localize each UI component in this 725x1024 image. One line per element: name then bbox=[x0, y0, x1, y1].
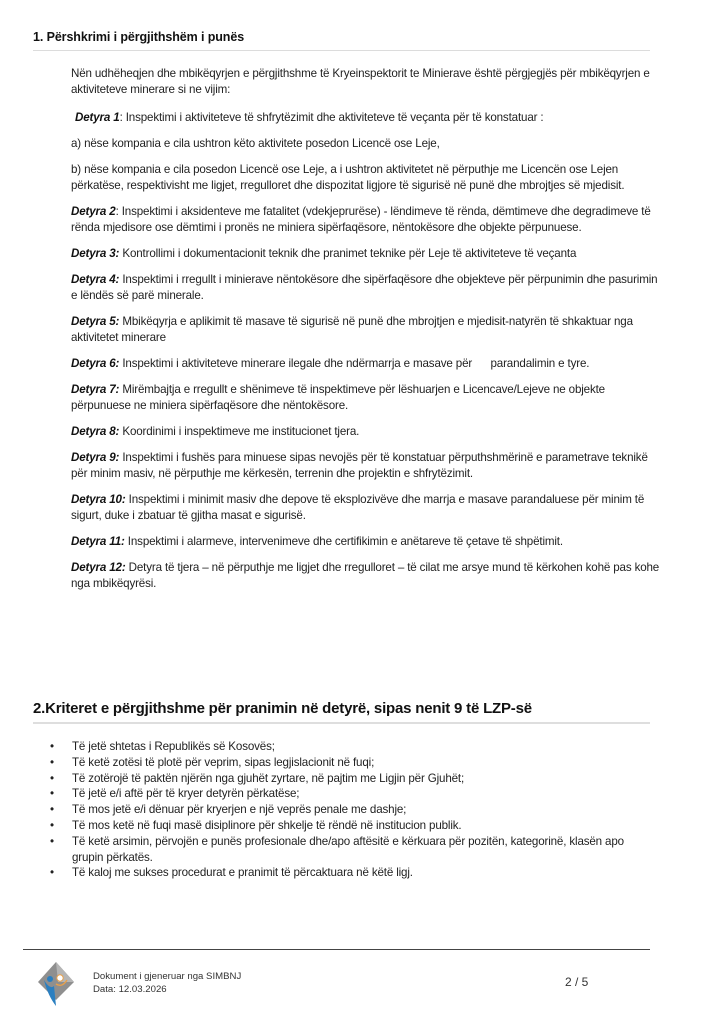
task-label: Detyra 3: bbox=[71, 247, 120, 260]
logo-white-head bbox=[57, 975, 63, 981]
bullet-icon: • bbox=[50, 803, 54, 817]
footer-date: Data: 12.03.2026 bbox=[93, 984, 167, 995]
bullet-icon: • bbox=[50, 818, 54, 832]
task-label: Detyra 1 bbox=[75, 111, 120, 124]
page-number: 2 / 5 bbox=[565, 975, 589, 989]
criteria-text: Të kaloj me sukses procedurat e pranimit të përcaktuara në këtë ligj. bbox=[72, 866, 413, 880]
task-6 bbox=[71, 356, 661, 372]
task-text: Kontrollimi i dokumentacionit teknik dhe pranimet teknike për Leje të aktiviteteve të veçanta bbox=[122, 247, 577, 260]
task-text: Mirëmbajtja e rregullt e shënimeve të inspektimeve për lëshuarjen e Licencave/Lejeve ne objekte përpunuese ne miniera sipërfaqësore dhe nëntokësore. bbox=[71, 383, 605, 412]
section-1-body bbox=[71, 66, 661, 602]
footer-info bbox=[93, 970, 241, 996]
criteria-item bbox=[48, 755, 658, 771]
task-label: Detyra 11: bbox=[71, 535, 125, 548]
task-text: Inspektimi i minimit masiv dhe depove të eksplozivëve dhe marrja e masave parandaluese për minim të sigurt, duke i zbatuar të gjitha masat e sigurisë. bbox=[71, 493, 645, 522]
footer-divider bbox=[23, 949, 650, 950]
logo-blue-head bbox=[47, 976, 53, 982]
task-12 bbox=[71, 560, 661, 592]
bullet-icon: • bbox=[50, 787, 54, 801]
criteria-item bbox=[48, 818, 658, 834]
section-2-heading: 2.Kriteret e përgjithshme për pranimin në detyrë, sipas nenit 9 të LZP-së bbox=[33, 700, 650, 724]
task-text: Inspektimi i fushës para minuese sipas nevojës për të konstatuar përputhshmërinë e parametrave teknikë për minim masiv, në përputhje me kërkesën, terrenin dhe projektin e shfrytëzimit. bbox=[71, 451, 648, 480]
task-text: Inspektimi i aktiviteteve minerare ilegale dhe ndërmarrja e masave për parandalimin e tyre. bbox=[122, 357, 590, 370]
criteria-item bbox=[48, 834, 658, 866]
bullet-icon: • bbox=[50, 755, 54, 769]
task-separator: : bbox=[115, 205, 122, 218]
criteria-text: Të ketë zotësi të plotë për veprim, sipas legjislacionit në fuqi; bbox=[72, 755, 375, 769]
task-label: Detyra 4: bbox=[71, 273, 120, 286]
criteria-text: Të jetë shtetas i Republikës së Kosovës; bbox=[72, 740, 275, 753]
sub-item-b: b) nëse kompania e cila posedon Licencë ose Leje, a i ushtron aktivitetet në përputhje me Licencën ose Lejen përkatëse, respektivisht me ligjet, rregulloret dhe dispozitat ligjore të sigurisë në punë dhe mbrojtjes së mjedisit. bbox=[71, 163, 625, 192]
criteria-text: Të zotërojë të paktën njërën nga gjuhët zyrtare, në pajtim me Ligjin për Gjuhët; bbox=[72, 771, 465, 785]
criteria-item bbox=[48, 786, 658, 802]
task-label: Detyra 10: bbox=[71, 493, 126, 506]
task-1 bbox=[71, 110, 661, 126]
criteria-item bbox=[48, 771, 658, 787]
task-4 bbox=[71, 272, 661, 304]
task-text: Mbikëqyrja e aplikimit të masave të sigurisë në punë dhe mbrojtjen e mjedisit-natyrën të shkaktuar nga aktivitetet minerare bbox=[71, 315, 633, 344]
task-label: Detyra 6: bbox=[71, 357, 120, 370]
bullet-icon: • bbox=[50, 834, 54, 848]
task-text: Inspektimi i alarmeve, intervenimeve dhe certifikimin e anëtareve të çetave të shpëtimit. bbox=[127, 535, 563, 548]
task-label: Detyra 5: bbox=[71, 315, 120, 328]
task-7 bbox=[71, 382, 661, 414]
task-label: Detyra 12: bbox=[71, 561, 126, 574]
simbnj-logo-icon bbox=[36, 960, 76, 1008]
criteria-text: Të ketë arsimin, përvojën e punës profesionale dhe/apo aftësitë e kërkuara për pozitën, kategorinë, klasën apo grupin përkatës. bbox=[72, 834, 624, 864]
task-text: Inspektimi i aktiviteteve të shfrytëzimit dhe aktiviteteve të veçanta për të konstatuar : bbox=[125, 111, 544, 124]
sub-item-a: a) nëse kompania e cila ushtron këto aktivitete posedon Licencë ose Leje, bbox=[71, 137, 440, 150]
task-5 bbox=[71, 314, 661, 346]
criteria-item bbox=[48, 865, 658, 881]
intro-paragraph: Nën udhëheqjen dhe mbikëqyrjen e përgjithshme të Kryeinspektorit te Minierave është përgjegjës për mbikëqyrjen e aktiviteteve minerare si ne vijim: bbox=[71, 67, 650, 96]
criteria-text: Të mos jetë e/i dënuar për kryerjen e një veprës penale me dashje; bbox=[72, 803, 407, 817]
criteria-item bbox=[48, 802, 658, 818]
bullet-icon: • bbox=[50, 866, 54, 880]
criteria-item bbox=[48, 739, 658, 755]
section-1-heading: 1. Përshkrimi i përgjithshëm i punës bbox=[33, 30, 650, 51]
task-label: Detyra 2 bbox=[71, 205, 116, 218]
task-10 bbox=[71, 492, 661, 524]
task-11 bbox=[71, 534, 661, 550]
task-text: Detyra të tjera – në përputhje me ligjet dhe rregulloret – të cilat me arsye mund të kërkohen kohë pas kohe nga mbikëqyrësi. bbox=[71, 561, 660, 590]
task-9 bbox=[71, 450, 661, 482]
task-text: Inspektimi i rregullt i minierave nëntokësore dhe sipërfaqësore dhe objekteve për përpunimin dhe pasurimin e lëndës së parë minerale. bbox=[71, 273, 658, 302]
task-text: Koordinimi i inspektimeve me institucionet tjera. bbox=[122, 425, 360, 438]
criteria-list bbox=[48, 739, 658, 881]
task-separator: : bbox=[119, 111, 126, 124]
task-label: Detyra 9: bbox=[71, 451, 120, 464]
criteria-text: Të jetë e/i aftë për të kryer detyrën përkatëse; bbox=[72, 787, 300, 801]
task-label: Detyra 8: bbox=[71, 425, 120, 438]
criteria-text: Të mos ketë në fuqi masë disiplinore për shkelje të rëndë në institucion publik. bbox=[72, 818, 462, 832]
task-text: Inspektimi i aksidenteve me fatalitet (vdekjeprurëse) - lëndimeve të rënda, dëmtimeve dhe degradimeve të rënda mjedisore ose dëmtimi i pronës ne miniera sipërfaqësore, nëntokësore dhe objekte përpunuese. bbox=[71, 205, 651, 234]
task-2 bbox=[71, 204, 661, 236]
task-8 bbox=[71, 424, 661, 440]
bullet-icon: • bbox=[50, 740, 54, 753]
task-3 bbox=[71, 246, 661, 262]
task-label: Detyra 7: bbox=[71, 383, 120, 396]
bullet-icon: • bbox=[50, 771, 54, 785]
footer-generated-by: Dokument i gjeneruar nga SIMBNJ bbox=[93, 971, 242, 982]
